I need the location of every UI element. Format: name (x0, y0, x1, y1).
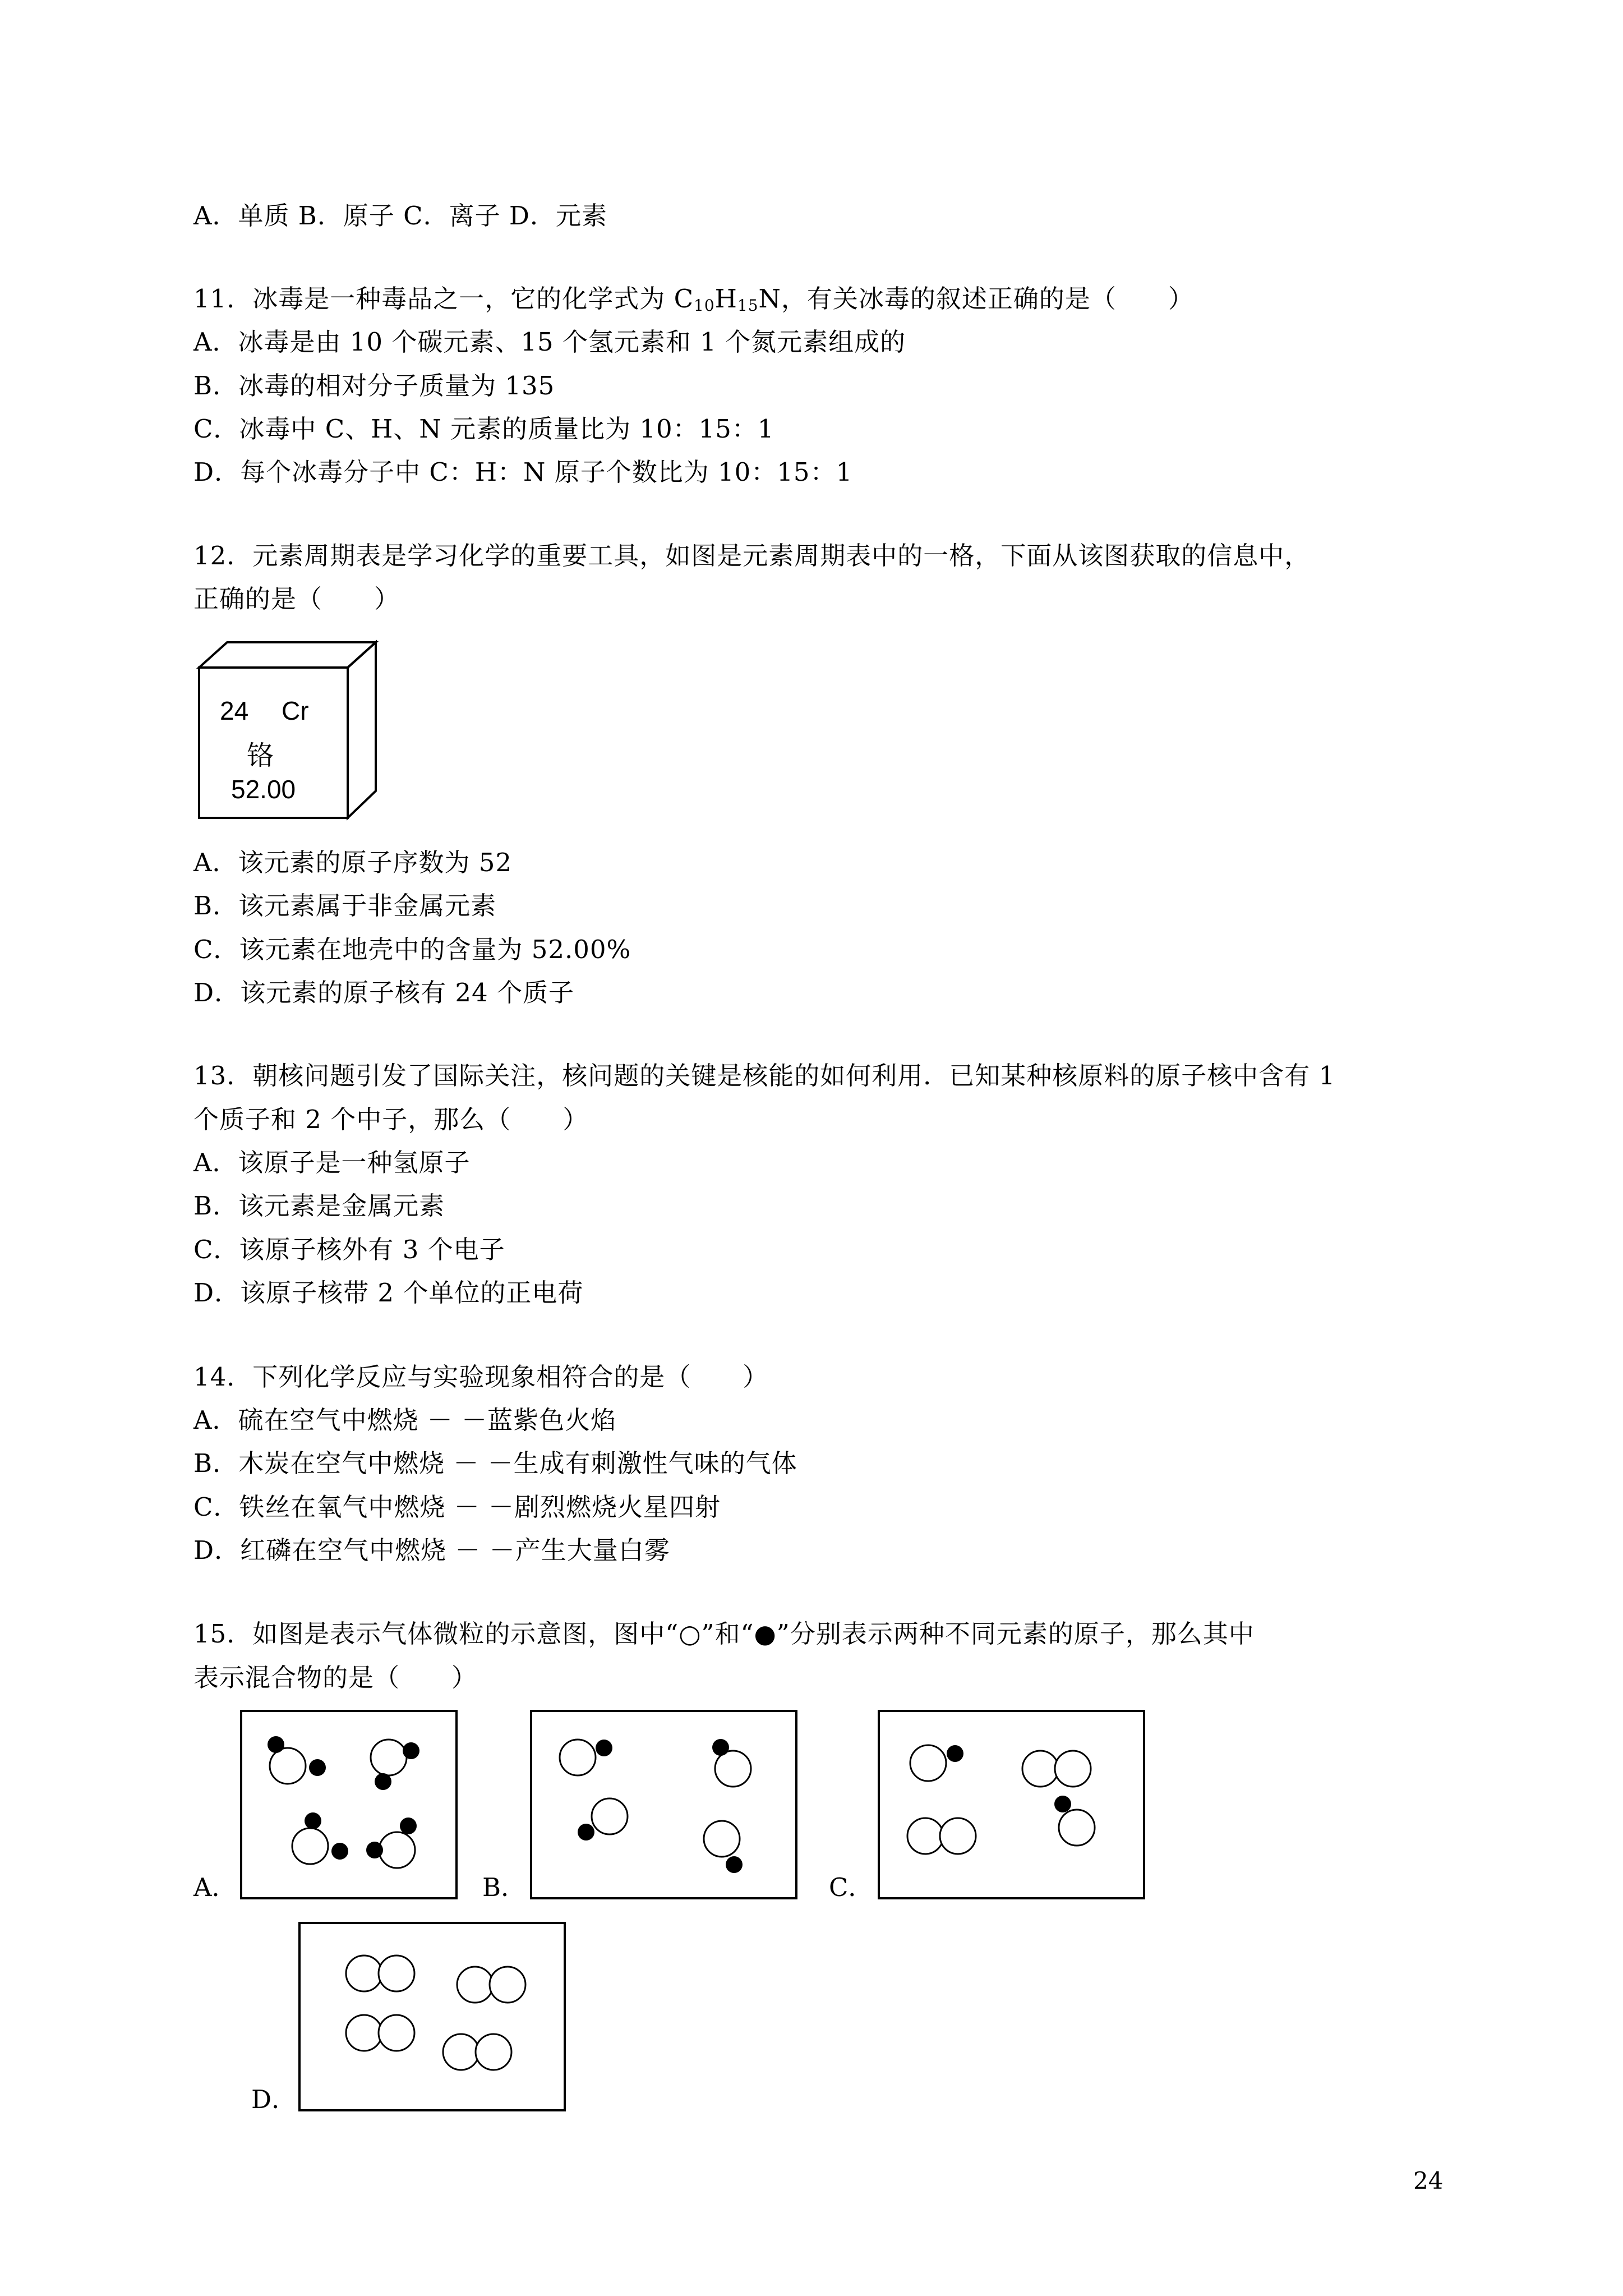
q12-option-b: B．该元素属于非金属元素 (193, 891, 497, 921)
q11-option-c: C．冰毒中 C、H、N 元素的质量比为 10：15：1 (193, 414, 774, 444)
q10-options: A．单质 B．原子 C．离子 D．元素 (193, 201, 607, 231)
q11-option-a: A．冰毒是由 10 个碳元素、15 个氢元素和 1 个氮元素组成的 (193, 327, 906, 357)
cell-element-name: 铬 (247, 740, 274, 771)
particle-box-a (240, 1710, 458, 1899)
q14-option-b: B．木炭在空气中燃烧 － －生成有刺激性气味的气体 (193, 1448, 797, 1478)
q12-stem-line2: 正确的是（ ） (193, 584, 400, 614)
q12-option-d: D．该元素的原子核有 24 个质子 (193, 978, 574, 1007)
q15-label-b: B． (482, 1872, 527, 1902)
q11-mid: H (714, 284, 737, 314)
page-number: 24 (1413, 2167, 1444, 2194)
q12-stem-line1: 12．元素周期表是学习化学的重要工具，如图是元素周期表中的一格，下面从该图获取的信息中， (193, 541, 1311, 570)
q15-stem-line2: 表示混合物的是（ ） (193, 1663, 478, 1692)
q14-option-d: D．红磷在空气中燃烧 － －产生大量白雾 (193, 1535, 670, 1565)
q11-stem (193, 282, 1194, 323)
q15-label-c: C． (829, 1872, 874, 1902)
q13-stem-line2: 个质子和 2 个中子，那么（ ） (193, 1105, 589, 1134)
particle-box-d (298, 1922, 566, 2111)
q15-stem-line1: 15．如图是表示气体微粒的示意图，图中“○”和“●”分别表示两种不同元素的原子，那么其中 (193, 1619, 1255, 1649)
q11-stem-pre: 11．冰毒是一种毒品之一，它的化学式为 C (193, 284, 694, 314)
q13-option-b: B．该元素是金属元素 (193, 1191, 445, 1221)
q11-sub1: 10 (694, 296, 715, 315)
q11-stem-post: N，有关冰毒的叙述正确的是（ ） (758, 284, 1194, 314)
q11-option-d: D．每个冰毒分子中 C：H：N 原子个数比为 10：15：1 (193, 457, 853, 487)
q12-option-c: C．该元素在地壳中的含量为 52.00% (193, 935, 631, 964)
q14-option-c: C．铁丝在氧气中燃烧 － －剧烈燃烧火星四射 (193, 1492, 721, 1522)
particle-box-b (530, 1710, 797, 1899)
particle-box-c (878, 1710, 1145, 1899)
cell-atomic-mass: 52.00 (231, 775, 296, 804)
q14-stem: 14．下列化学反应与实验现象相符合的是（ ） (193, 1362, 769, 1392)
q15-label-d: D． (251, 2085, 297, 2114)
q11-option-b: B．冰毒的相对分子质量为 135 (193, 371, 555, 401)
cell-symbol: Cr (282, 696, 309, 725)
q15-label-a: A． (193, 1872, 237, 1902)
cell-atomic-number: 24 (220, 696, 249, 725)
q11-sub2: 15 (737, 296, 759, 315)
q13-option-a: A．该原子是一种氢原子 (193, 1148, 471, 1177)
q13-stem-line1: 13．朝核问题引发了国际关注，核问题的关键是核能的如何利用．已知某种核原料的原子核中含有 1 (193, 1061, 1336, 1091)
q13-option-d: D．该原子核带 2 个单位的正电荷 (193, 1278, 584, 1308)
q13-option-c: C．该原子核外有 3 个电子 (193, 1235, 505, 1264)
q14-option-a: A．硫在空气中燃烧 － －蓝紫色火焰 (193, 1405, 617, 1435)
q12-option-a: A．该元素的原子序数为 52 (193, 848, 513, 877)
